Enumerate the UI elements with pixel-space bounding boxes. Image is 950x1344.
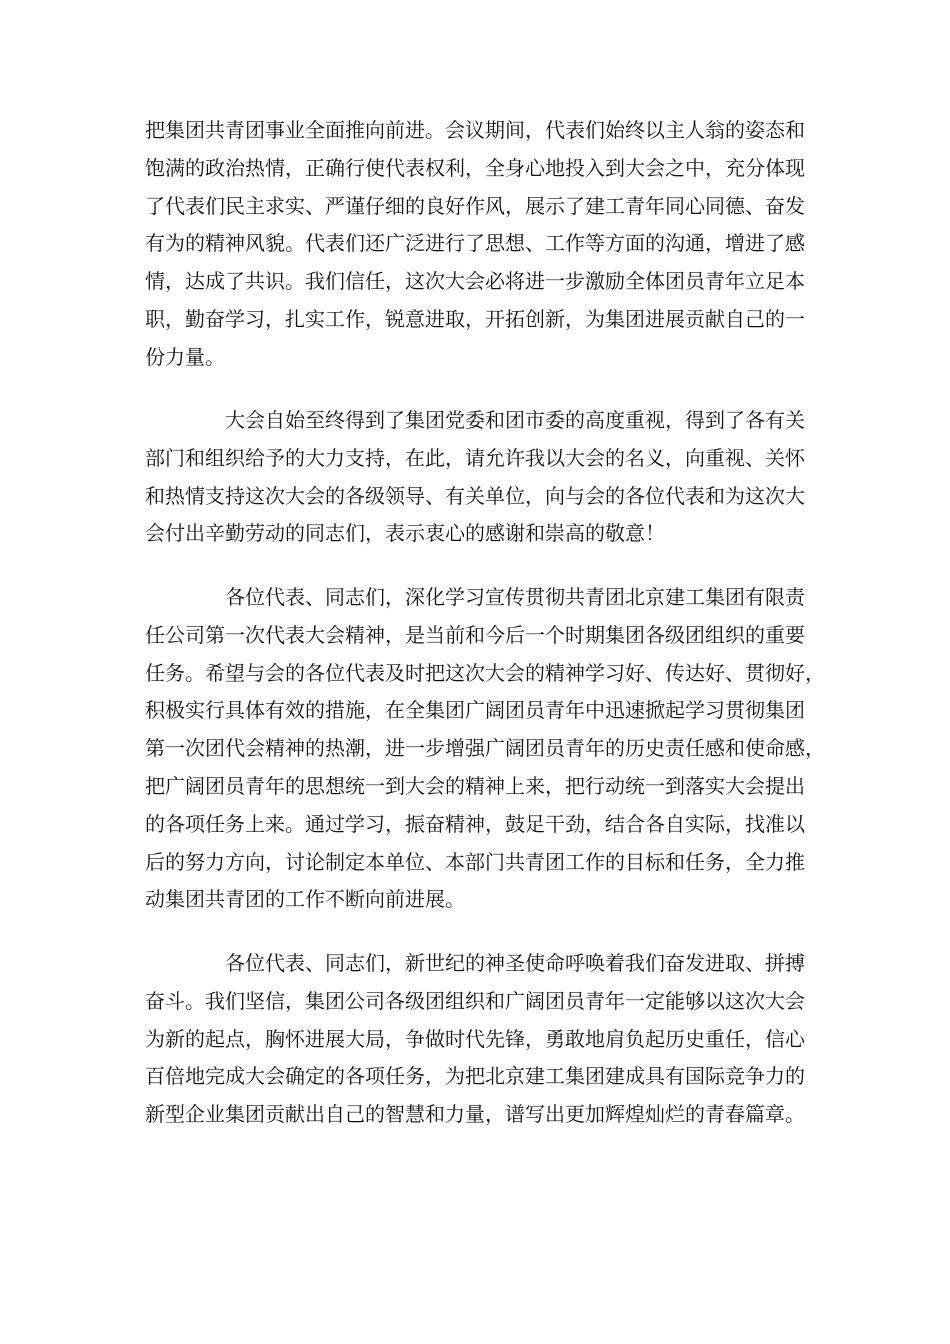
paragraph-2 [145,402,805,553]
text-line: 各位代表、同志们，新世纪的神圣使命呼唤着我们奋发进取、拼搏 [225,951,805,975]
text-line: 把集团共青团事业全面推向前进。会议期间，代表们始终以主人翁的姿态和 [145,118,805,142]
text-line: 大会自始至终得到了集团党委和团市委的高度重视，得到了各有关 [225,408,805,432]
text-line: 会付出辛勤劳动的同志们，表示衷心的感谢和崇高的敬意！ [145,521,665,546]
text-line: 部门和组织给予的大力支持，在此，请允许我以大会的名义，向重视、关怀 [145,445,805,470]
text-line: 把广阔团员青年的思想统一到大会的精神上来，把行动统一到落实大会提出 [145,773,805,798]
text-line: 后的努力方向，讨论制定本单位、本部门共青团工作的目标和任务，全力推 [145,849,805,874]
text-line: 份力量。 [145,344,225,369]
text-line: 动集团共青团的工作不断向前进展。 [145,887,465,912]
text-line: 情，达成了共识。我们信任，这次大会必将进一步激励全体团员青年立足本 [145,269,805,294]
text-line: 了代表们民主求实、严谨仔细的良好作风，展示了建工青年同心同德、奋发 [145,193,805,218]
text-line: 奋斗。我们坚信，集团公司各级团组织和广阔团员青年一定能够以这次大会 [145,988,805,1013]
text-line: 各位代表、同志们，深化学习宣传贯彻共青团北京建工集团有限责 [225,585,805,609]
text-line: 积极实行具体有效的措施，在全集团广阔团员青年中迅速掀起学习贯彻集团 [145,698,805,723]
paragraph-1 [145,112,805,377]
text-line: 任务。希望与会的各位代表及时把这次大会的精神学习好、传达好、贯彻好， [145,660,825,685]
paragraph-4 [145,945,805,1134]
text-line: 百倍地完成大会确定的各项任务，为把北京建工集团建成具有国际竞争力的 [145,1064,805,1089]
text-line: 和热情支持这次大会的各级领导、有关单位，向与会的各位代表和为这次大 [145,483,805,508]
paragraph-3 [145,579,825,919]
text-line: 第一次团代会精神的热潮，进一步增强广阔团员青年的历史责任感和使命感， [145,736,825,761]
text-line: 的各项任务上来。通过学习，振奋精神，鼓足干劲，结合各自实际，找准以 [145,811,805,836]
text-line: 饱满的政治热情，正确行使代表权利，全身心地投入到大会之中，充分体现 [145,155,805,180]
text-line: 为新的起点，胸怀进展大局，争做时代先锋，勇敢地肩负起历史重任，信心 [145,1026,805,1051]
text-line: 有为的精神风貌。代表们还广泛进行了思想、工作等方面的沟通，增进了感 [145,231,805,256]
text-line: 职，勤奋学习，扎实工作，锐意进取，开拓创新，为集团进展贡献自己的一 [145,306,805,331]
text-line: 新型企业集团贡献出自己的智慧和力量，谱写出更加辉煌灿烂的青春篇章。 [145,1102,805,1127]
text-line: 任公司第一次代表大会精神，是当前和今后一个时期集团各级团组织的重要 [145,622,805,647]
